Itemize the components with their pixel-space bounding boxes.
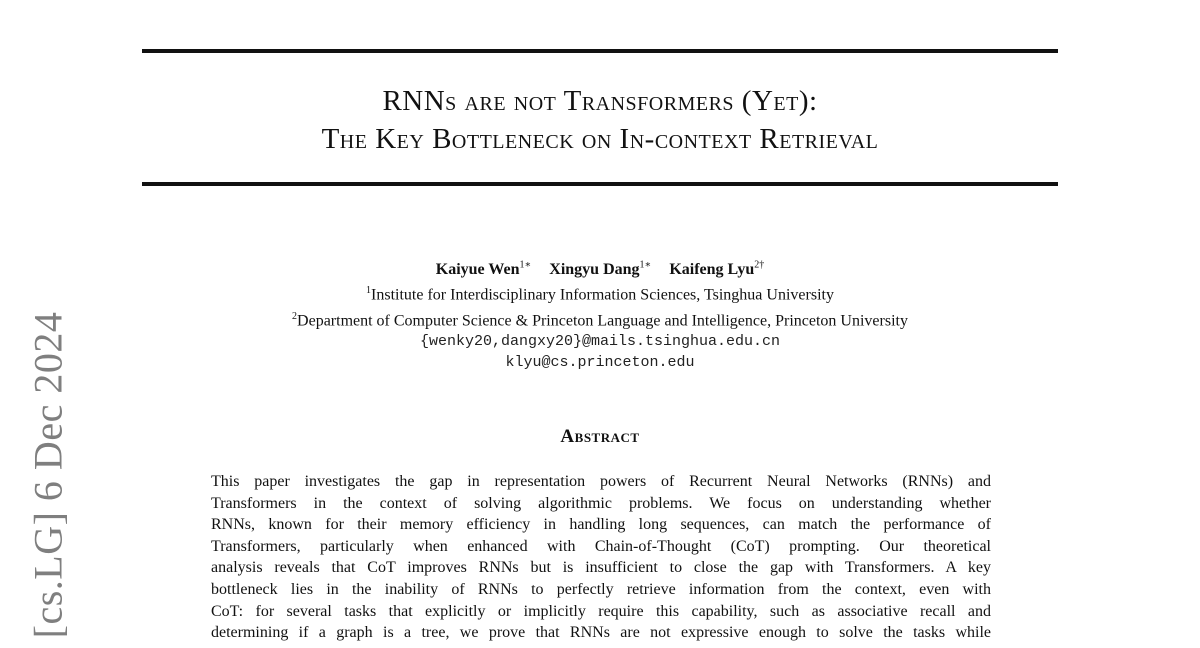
author-name: Kaifeng Lyu [669, 261, 755, 279]
author-email: klyu@cs.princeton.edu [505, 353, 695, 371]
author-affiliation-mark: 1∗ [519, 260, 532, 271]
abstract-line: CoT: for several tasks that explicitly or implicitly require this capability, such as associative recall and [211, 602, 991, 620]
author-block [142, 255, 1058, 373]
abstract-line: bottleneck lies in the inability of RNNs to perfectly retrieve information from the context, even with [211, 580, 991, 598]
affiliation [142, 280, 1058, 305]
affiliation-mark: 1 [366, 285, 372, 297]
paper-title [142, 82, 1058, 158]
title-top-rule [142, 49, 1058, 53]
affiliation-text: Institute for Interdisciplinary Information Sciences, Tsinghua University [371, 286, 834, 304]
paper-title-line-2: The Key Bottleneck on In-context Retrieval [321, 123, 879, 155]
author [436, 261, 532, 278]
author-name: Xingyu Dang [549, 261, 640, 279]
author [669, 261, 764, 278]
affiliation-mark: 2 [292, 310, 298, 322]
abstract-line: RNNs, known for their memory efficiency in handling long sequences, can match the performance of [211, 516, 991, 534]
abstract-heading: Abstract [560, 426, 640, 447]
abstract-line: Transformers, particularly when enhanced with Chain-of-Thought (CoT) prompting. Our theoretical [211, 537, 991, 555]
author-name: Kaiyue Wen [435, 261, 520, 279]
author-names [142, 255, 1058, 280]
author-affiliation-mark: 1∗ [639, 260, 652, 271]
affiliation-text: Department of Computer Science & Princeton Language and Intelligence, Princeton University [297, 311, 908, 329]
title-bottom-rule [142, 182, 1058, 186]
paper-title-line-1: RNNs are not Transformers (Yet): [382, 85, 818, 117]
abstract-body [211, 471, 991, 644]
abstract-line: Transformers in the context of solving algorithmic problems. We focus on understanding whether [211, 494, 991, 512]
affiliation [142, 306, 1058, 331]
abstract-line: determining if a graph is a tree, we prove that RNNs are not expressive enough to solve the tasks while [211, 624, 991, 642]
author [549, 261, 651, 278]
author-email: {wenky20,dangxy20}@mails.tsinghua.edu.cn [419, 332, 781, 350]
author-affiliation-mark: 2† [754, 260, 765, 271]
arxiv-identifier-stamp: [cs.LG] 6 Dec 2024 [25, 311, 71, 639]
abstract-line: This paper investigates the gap in representation powers of Recurrent Neural Networks (RNNs) and [211, 473, 991, 490]
abstract-line: analysis reveals that CoT improves RNNs but is insufficient to close the gap with Transformers. A key [211, 559, 991, 577]
